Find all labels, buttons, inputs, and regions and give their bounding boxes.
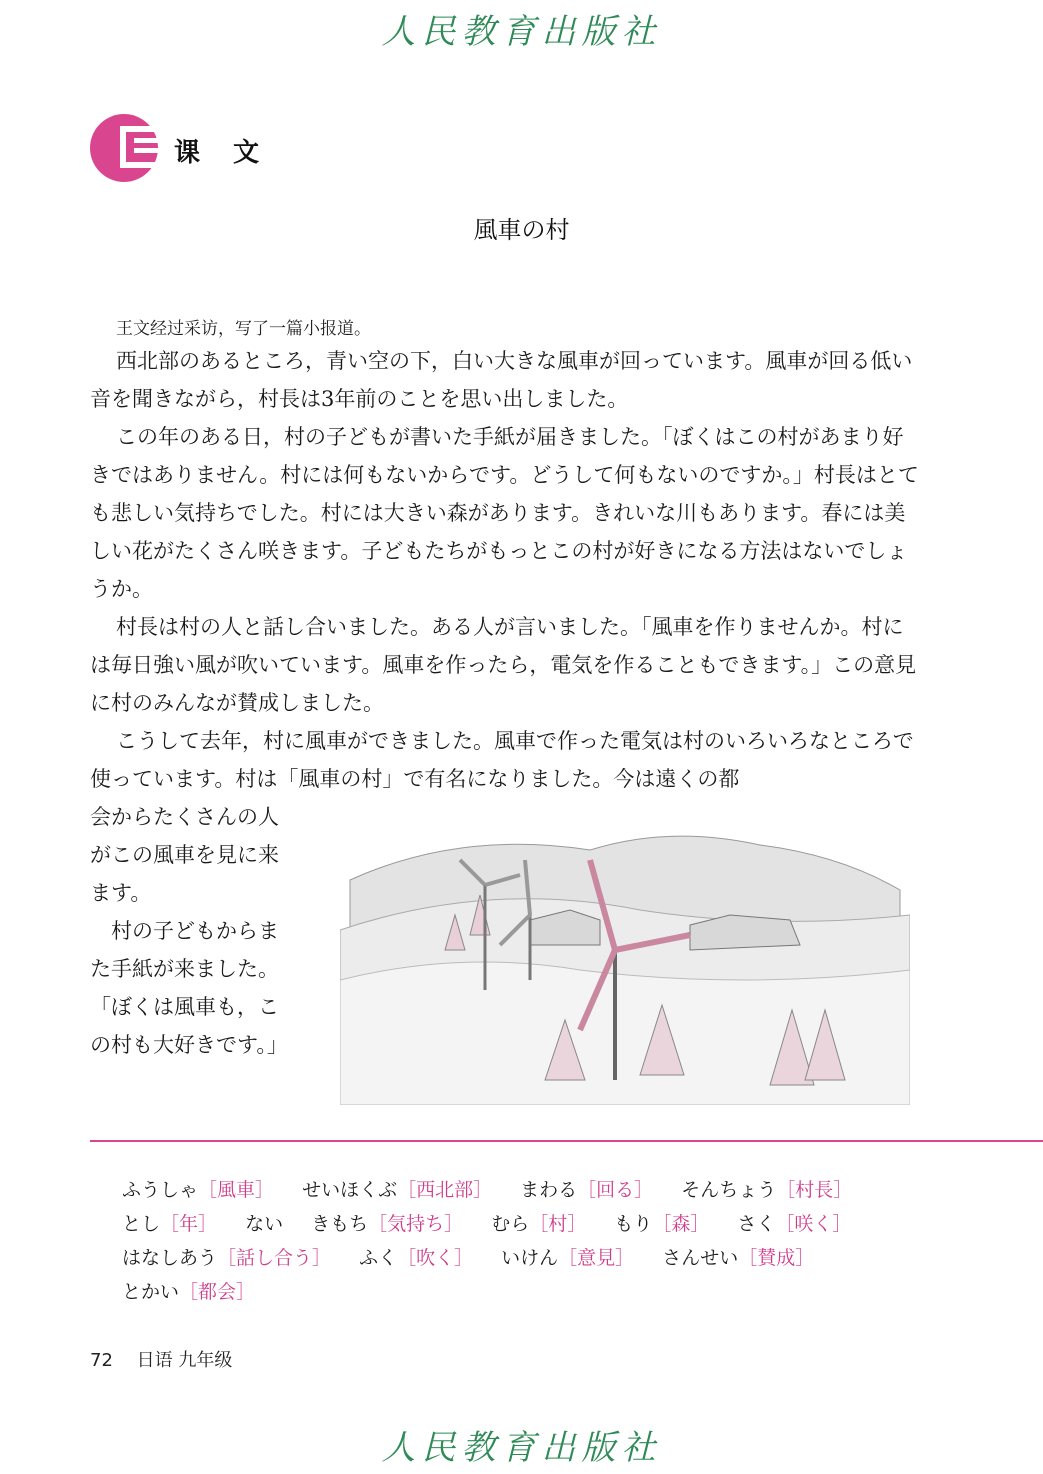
narrow-line: がこの風車を見に来 [90,843,279,867]
vocab-item [491,1213,586,1235]
vocab-item [662,1247,814,1269]
vocab-reading: ふうしゃ [122,1179,199,1201]
page-footer [90,1346,232,1372]
book-title: 日语 九年级 [136,1350,233,1371]
windmill-village-illustration [340,820,910,1105]
vocab-line [122,1175,874,1209]
vocab-item [245,1213,283,1235]
paragraph-4: こうして去年，村に風車ができました。風車で作った電気は村のいろいろなところで使っています。村は「風車の村」で有名になりました。今は遠くの都 [90,729,914,791]
vocab-reading: いけん [501,1247,559,1269]
vocab-reading: とかい [122,1281,180,1303]
narrow-line: ます。 [90,881,152,905]
lesson-text-icon [90,112,162,184]
vocab-kanji: ［咲く］ [775,1213,852,1235]
narrow-line: の村も大好きです。」 [90,1033,288,1057]
narrow-line: た手紙が来ました。 [90,957,279,981]
narrow-line: 村の子どもからま [90,919,279,943]
vocab-kanji: ［西北部］ [397,1179,493,1201]
vocab-item [520,1179,653,1201]
vocab-item [359,1247,473,1269]
vocab-kanji: ［村］ [529,1213,587,1235]
paragraph-2: この年のある日，村の子どもが書いた手紙が届きました。「ぼくはこの村があまり好きではありません。村には何もないからです。どうして何もないのですか。」村長はとても悲しい気持ちでした。村には大きい森があります。きれいな川もあります。春には美しい花がたくさん咲きます。子どもたちがもっとこの村が好きになる方法はないでしょうか。 [90,425,919,601]
section-title: 课 文 [174,138,272,168]
vocab-line [122,1243,874,1277]
narrow-line: 「ぼくは風車も，こ [90,995,279,1019]
vocab-item [302,1179,492,1201]
vocab-reading: せいほくぶ [302,1179,398,1201]
vocab-kanji: ［回る］ [577,1179,654,1201]
vocab-kanji: ［都会］ [179,1281,256,1303]
vocab-kanji: ［風車］ [198,1179,275,1201]
vocab-line [122,1277,874,1311]
vocab-item [122,1213,217,1235]
vocab-reading: きもち [311,1213,369,1235]
vocab-item [501,1247,634,1269]
vocab-item [122,1247,331,1269]
footnote-divider [90,1140,1043,1142]
vocab-kanji: ［話し合う］ [217,1247,332,1269]
vocab-reading: とし [122,1213,161,1235]
lesson-intro: 王文经过采访，写了一篇小报道。 [116,319,371,339]
vocab-kanji: ［森］ [652,1213,710,1235]
vocab-reading: ない [245,1213,284,1235]
vocab-kanji: ［賛成］ [738,1247,815,1269]
paragraph-1: 西北部のあるところ，青い空の下，白い大きな風車が回っています。風車が回る低い音を聞きながら，村長は3年前のことを思い出しました。 [90,349,913,411]
vocabulary-list [122,1175,874,1311]
vocab-reading: そんちょう [681,1179,777,1201]
vocab-reading: はなしあう [122,1247,218,1269]
vocab-kanji: ［年］ [160,1213,218,1235]
vocab-reading: もり [614,1213,653,1235]
vocab-item [681,1179,852,1201]
page-number: 72 [90,1350,113,1371]
vocab-reading: ふく [359,1247,398,1269]
vocab-kanji: ［気持ち］ [368,1213,464,1235]
vocab-kanji: ［意見］ [558,1247,635,1269]
vocab-item [122,1281,255,1303]
lesson-title: 風車の村 [473,216,570,244]
vocab-reading: さんせい [662,1247,739,1269]
vocab-item [614,1213,709,1235]
vocab-line [122,1209,874,1243]
vocab-reading: むら [491,1213,530,1235]
vocab-reading: まわる [520,1179,578,1201]
vocab-item [311,1213,463,1235]
vocab-item [122,1179,274,1201]
narrow-line: 会からたくさんの人 [90,805,279,829]
publisher-watermark-top: 人民教育出版社 [381,12,662,52]
publisher-watermark-bottom: 人民教育出版社 [381,1428,662,1468]
paragraph-3: 村長は村の人と話し合いました。ある人が言いました。「風車を作りませんか。村には毎日強い風が吹いています。風車を作ったら，電気を作ることもできます。」この意見に村のみんなが賛成しました。 [90,615,917,715]
vocab-reading: さく [737,1213,776,1235]
vocab-kanji: ［吹く］ [397,1247,474,1269]
vocab-item [737,1213,851,1235]
vocab-kanji: ［村長］ [776,1179,853,1201]
